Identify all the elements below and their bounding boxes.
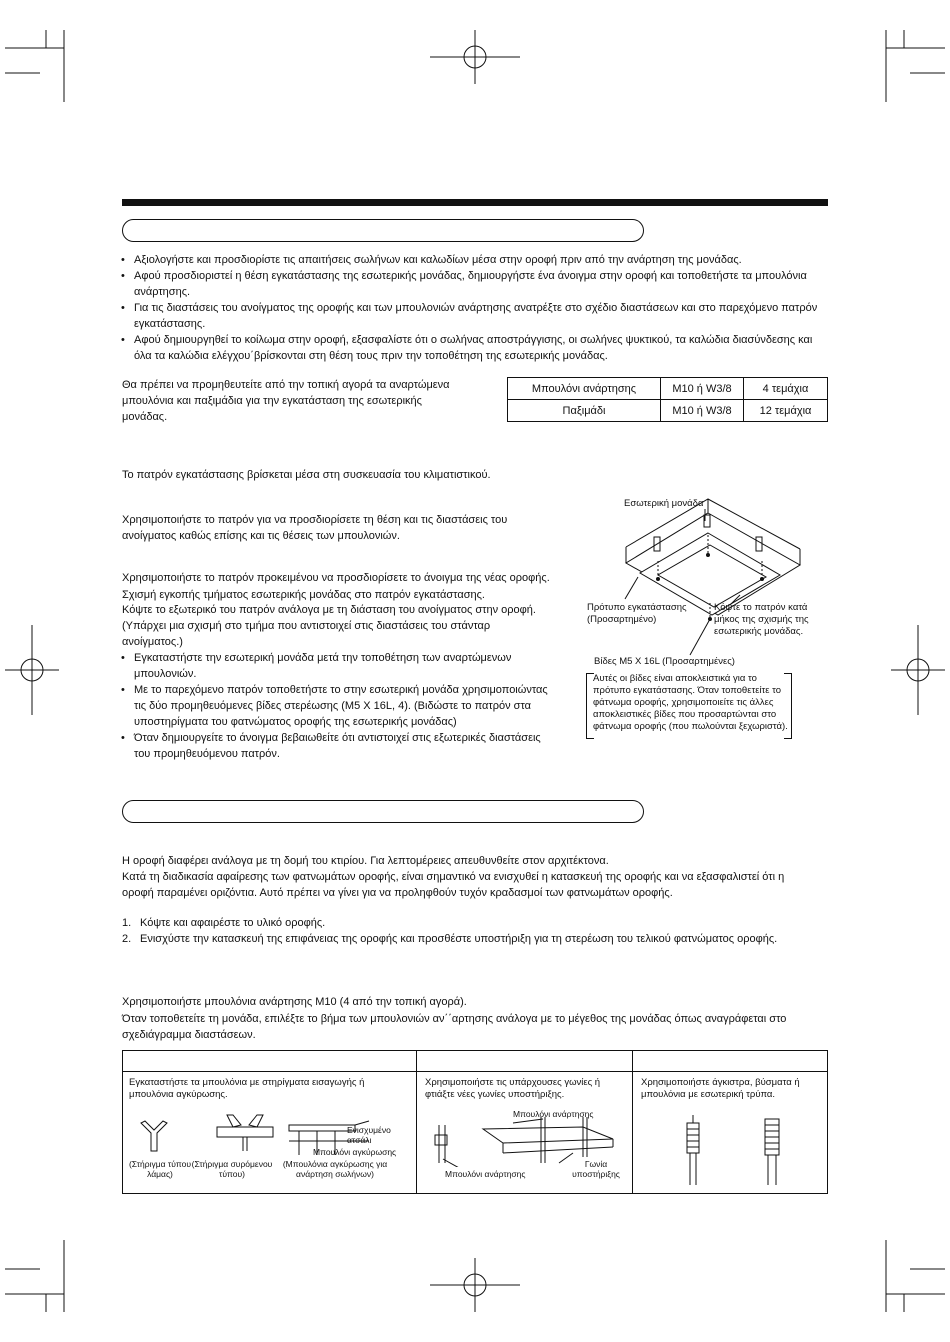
col1-label-anchor-pipe: (Μπουλόνια αγκύρωσης για ανάρτηση σωλήνων): [282, 1159, 388, 1179]
table-cell: Παξιμάδι: [508, 400, 661, 422]
bullet-item: • Για τις διαστάσεις του ανοίγματος της οροφής και των μπουλονιών ανάρτησης ανατρέξτε στο σχέδιο διαστάσεων και στο παρεχόμενο πατρόν εγκατάστασης.: [120, 300, 826, 332]
bullet-item: • Εγκαταστήστε την εσωτερική μονάδα μετά την τοποθέτηση των αναρτώμενων μπουλονιών.: [120, 650, 550, 682]
table-column: [633, 1051, 827, 1193]
figure-label-indoor-unit: Εσωτερική μονάδα: [624, 498, 704, 509]
anchor-plug-figure: [673, 1115, 793, 1187]
table-cell: 4 τεμάχια: [744, 378, 828, 400]
bolts-text-2: Όταν τοποθετείτε τη μονάδα, επιλέξτε το βήμα των μπουλονιών αν΄΄αρτησης ανάλογα με το μέγεθος της μονάδας όπως αναγράφεται στο σχεδιάγραμμα διαστάσεων.: [122, 1013, 787, 1041]
step-text: Κόψτε και αφαιρέστε το υλικό οροφής.: [140, 917, 326, 929]
bolts-text-1: Χρησιμοποιήστε μπουλόνια ανάρτησης M10 (4 από την τοπική αγορά).: [122, 996, 467, 1008]
section2-paragraph-1: Η οροφή διαφέρει ανάλογα με τη δομή του κτιρίου. Για λεπτομέρειες απευθυνθείτε στον αρχιτέκτονα.: [122, 855, 609, 867]
new-ceiling-text-1: Χρησιμοποιήστε το πατρόν προκειμένου να προσδιορίσετε το άνοιγμα της νέας οροφής.: [122, 572, 550, 584]
col2-label-bolt-bottom: Μπουλόνι ανάρτησης: [445, 1169, 526, 1179]
section-heading-bar-2: [122, 800, 644, 823]
pattern-use-text: Χρησιμοποιήστε το πατρόν για να προσδιορίσετε τη θέση και τις διαστάσεις του ανοίγματος καθώς επίσης και τις θέσεις των μπουλονιών.: [122, 514, 508, 542]
col2-label-bolt-top: Μπουλόνι ανάρτησης: [513, 1109, 594, 1119]
bullet-item: • Όταν δημιουργείτε το άνοιγμα βεβαιωθείτε ότι αντιστοιχεί στις εξωτερικές διαστάσεις του προμηθευόμενου πατρόν.: [120, 730, 550, 762]
new-ceiling-text-2: Σχισμή εγκοπής τμήματος εσωτερικής μονάδας στο πατρόν εγκατάστασης.: [122, 589, 485, 601]
pattern-location-text: Το πατρόν εγκατάστασης βρίσκεται μέσα στη συσκευασία του κλιματιστικού.: [122, 469, 491, 481]
bullet-item: • Με το παρεχόμενο πατρόν τοποθετήστε το στην εσωτερική μονάδα χρησιμοποιώντας τις δύο προμηθευόμενες βίδες στερέωσης (M5 X 16L, 4). (Βιδώστε το πατρόν στα υποστηρίγματα του φατνώματος οροφής της εσωτερικής μονάδας): [120, 682, 550, 730]
step-number: 2.: [122, 933, 132, 945]
table-row: [508, 400, 828, 422]
bullet-item: • Αφού προσδιοριστεί η θέση εγκατάστασης της εσωτερικής μονάδας, δημιουργήστε ένα άνοιγμα στην οροφή και τοποθετήστε τα μπουλόνια ανάρτησης.: [120, 268, 826, 300]
table-cell: M10 ή W3/8: [661, 378, 744, 400]
table-cell: 12 τεμάχια: [744, 400, 828, 422]
figure-label-cut: Κόψτε το πατρόν κατά μήκος της σχισμής της εσωτερικής μονάδας.: [714, 602, 809, 637]
col2-label-angle: Γωνία υποστήριξης: [572, 1159, 620, 1179]
section-heading-bar-1: [122, 219, 644, 242]
section1-bullets: [120, 252, 826, 364]
figure-label-pattern: Πρότυπο εγκατάστασης (Προσαρτημένο): [587, 602, 687, 625]
step-number: 1.: [122, 917, 132, 929]
top-rule: [122, 199, 828, 206]
col1-text: Εγκαταστήστε τα μπουλόνια με στηρίγματα εισαγωγής ή μπουλόνια αγκύρωσης.: [129, 1077, 365, 1100]
bullet-item: • Αφού δημιουργηθεί το κοίλωμα στην οροφή, εξασφαλίστε ότι ο σωλήνας αποστράγγισης, οι σωλήνες ψυκτικού, τα καλώδια διασύνδεσης και όλα τα καλώδια ελέγχου΄βρίσκονται στη θέση τους πριν την τοποθέτηση της εσωτερικής μονάδας.: [120, 332, 826, 364]
col2-text: Χρησιμοποιήστε τις υπάρχουσες γωνίες ή φτιάξτε νέες γωνίες υποστήριξης.: [425, 1077, 601, 1100]
col1-label-steel: Ενισχυμένο ατσάλι: [347, 1125, 391, 1145]
section1-bullets-2: [120, 650, 550, 762]
figure-label-screws: Βίδες M5 X 16L (Προσαρτημένες): [594, 656, 735, 667]
bullet-item: • Αξιολογήστε και προσδιορίστε τις απαιτήσεις σωλήνων και καλωδίων μέσα στην οροφή πριν από την ανάρτηση της μονάδας.: [120, 252, 826, 268]
col1-label-plate: (Στήριγμα τύπου λάμας): [128, 1159, 192, 1179]
figure-note: Αυτές οι βίδες είναι αποκλειστικά για το πρότυπο εγκατάστασης. Όταν τοποθετείτε το φάτνωμα οροφής, χρησιμοποιείτε τις άλλες αποκλειστικές βίδες που προσαρτώνται στο φάτνωμα οροφής (που πωλούνται ξεχωριστά).: [593, 673, 788, 732]
parts-table: [507, 377, 828, 422]
step-item: [122, 931, 812, 947]
ceiling-types-table: [122, 1050, 828, 1194]
table-column: [417, 1051, 633, 1193]
step-text: Ενισχύστε την κατασκευή της επιφάνειας της οροφής και προσθέστε υποστήριξη για τη στερέωση του τελικού φατνώματος οροφής.: [140, 933, 778, 945]
table-column: [123, 1051, 417, 1193]
section2-steps: [122, 915, 812, 947]
col1-label-anchor: Μπουλόνι αγκύρωσης: [313, 1147, 397, 1157]
new-ceiling-text-3: Κόψτε το εξωτερικό του πατρόν ανάλογα με τη διάσταση του ανοίγματος στην οροφή. (Υπάρχει μια σχισμή στο τμήμα που αντιστοιχεί στις διαστάσεις του στάνταρ ανοίγματος.): [122, 604, 536, 648]
col1-label-slide: (Στήριγμα συρόμενου τύπου): [191, 1159, 273, 1179]
table-cell: M10 ή W3/8: [661, 400, 744, 422]
section2-paragraph-2: Κατά τη διαδικασία αφαίρεσης των φατνωμάτων οροφής, είναι σημαντικό να ενισχυθεί η κατασκευή της οροφής και να εξασφαλιστεί ότι η οροφή παραμένει οριζόντια. Αυτό πρέπει να γίνει για να προληφθούν τυχόν κραδασμοί των φατνωμάτων οροφής.: [122, 871, 785, 899]
supply-text: Θα πρέπει να προμηθευτείτε από την τοπική αγορά τα αναρτώμενα μπουλόνια και παξιμάδια για την εγκατάσταση της εσωτερικής μονάδας.: [122, 379, 450, 423]
table-row: [508, 378, 828, 400]
installation-figure: [580, 495, 830, 675]
figure-note-bracket: [586, 673, 792, 739]
step-item: [122, 915, 812, 931]
col3-text: Χρησιμοποιήστε άγκιστρα, βύσματα ή μπουλόνια με εσωτερική τρύπα.: [641, 1077, 800, 1100]
table-cell: Μπουλόνι ανάρτησης: [508, 378, 661, 400]
